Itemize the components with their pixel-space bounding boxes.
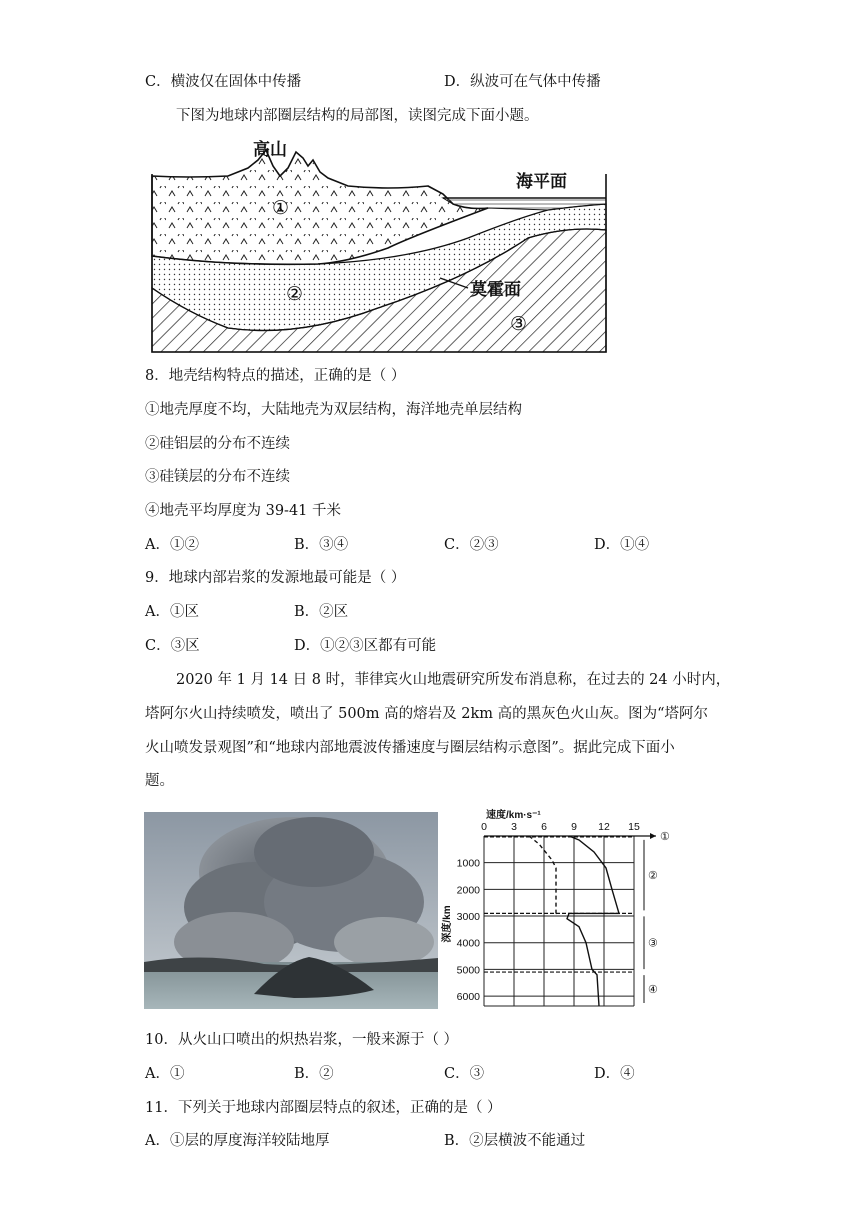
q10-stem: 10．从火山口喷出的炽热岩浆，一般来源于（ ）	[145, 1032, 459, 1048]
y-tick-label: 6000	[456, 991, 480, 1004]
zone-label: ④	[648, 984, 658, 997]
x-tick-label: 0	[481, 821, 487, 833]
q7-option-c: C．横波仅在固体中传播	[145, 74, 302, 90]
series-line-solid	[567, 836, 619, 1006]
q10-option-b: B．②	[294, 1066, 334, 1082]
y-axis-label: 深度/km	[442, 905, 453, 943]
x-tick-label: 12	[598, 821, 610, 833]
x-tick-label: 15	[628, 821, 640, 833]
label-zone-1: ①	[272, 197, 290, 219]
intro2-line-4: 题。	[145, 773, 174, 789]
q7-option-d: D．纵波可在气体中传播	[444, 74, 601, 90]
crust-section-diagram	[148, 138, 618, 356]
y-tick-label: 4000	[456, 937, 480, 950]
intro-diagram1: 下图为地球内部圈层结构的局部图，读图完成下面小题。	[176, 108, 539, 124]
q8-stem: 8．地壳结构特点的描述，正确的是（ ）	[145, 368, 406, 384]
q8-option-a: A．①②	[145, 537, 199, 553]
volcano-eruption-photo	[144, 812, 438, 1009]
q11-stem: 11．下列关于地球内部圈层特点的叙述，正确的是（ ）	[145, 1100, 502, 1116]
q8-option-d: D．①④	[594, 537, 650, 553]
q9-option-b: B．②区	[294, 604, 349, 620]
q11-option-a: A．①层的厚度海洋较陆地厚	[145, 1133, 330, 1149]
label-zone-3: ③	[510, 313, 528, 335]
x-tick-label: 9	[571, 821, 577, 833]
zone-label: ②	[648, 870, 658, 883]
y-tick-label: 2000	[456, 884, 480, 897]
q9-option-c: C．③区	[145, 638, 200, 654]
x-axis-label: 速度/km·s⁻¹	[486, 810, 541, 821]
intro2-line-1: 2020 年 1 月 14 日 8 时，菲律宾火山地震研究所发布消息称，在过去的 24 小时内，	[176, 672, 731, 688]
y-tick-label: 1000	[456, 857, 480, 870]
y-tick-label: 3000	[456, 911, 480, 924]
intro2-line-2: 塔阿尔火山持续喷发，喷出了 500m 高的熔岩及 2km 高的黑灰色火山灰。图为“塔阿尔	[145, 706, 709, 722]
zone-label: ①	[660, 831, 670, 843]
q9-option-a: A．①区	[145, 604, 199, 620]
q11-option-b: B．②层横波不能通过	[444, 1133, 586, 1149]
label-zone-2: ②	[286, 283, 304, 305]
label-mountain: 高山	[253, 140, 287, 160]
q9-option-d: D．①②③区都有可能	[294, 638, 437, 654]
q10-option-a: A．①	[145, 1066, 185, 1082]
x-tick-label: 3	[511, 821, 517, 833]
series-line-dashed	[529, 836, 556, 913]
zone-label: ③	[648, 937, 658, 950]
y-tick-label: 5000	[456, 964, 480, 977]
q8-option-c: C．②③	[444, 537, 499, 553]
q8-item-2: ②硅铝层的分布不连续	[145, 436, 290, 452]
q8-item-4: ④地壳平均厚度为 39-41 千米	[145, 503, 342, 519]
seismic-velocity-chart	[436, 804, 676, 1014]
q10-option-c: C．③	[444, 1066, 485, 1082]
q8-item-1: ①地壳厚度不均，大陆地壳为双层结构，海洋地壳单层结构	[145, 402, 522, 418]
x-tick-label: 6	[541, 821, 547, 833]
intro2-line-3: 火山喷发景观图”和“地球内部地震波传播速度与圈层结构示意图”。据此完成下面小	[145, 740, 675, 756]
label-moho: 莫霍面	[470, 280, 521, 300]
q8-item-3: ③硅镁层的分布不连续	[145, 469, 290, 485]
q9-stem: 9．地球内部岩浆的发源地最可能是（ ）	[145, 570, 406, 586]
q8-option-b: B．③④	[294, 537, 349, 553]
q10-option-d: D．④	[594, 1066, 635, 1082]
x-axis-arrow	[650, 833, 656, 839]
label-sea-level: 海平面	[516, 172, 567, 192]
